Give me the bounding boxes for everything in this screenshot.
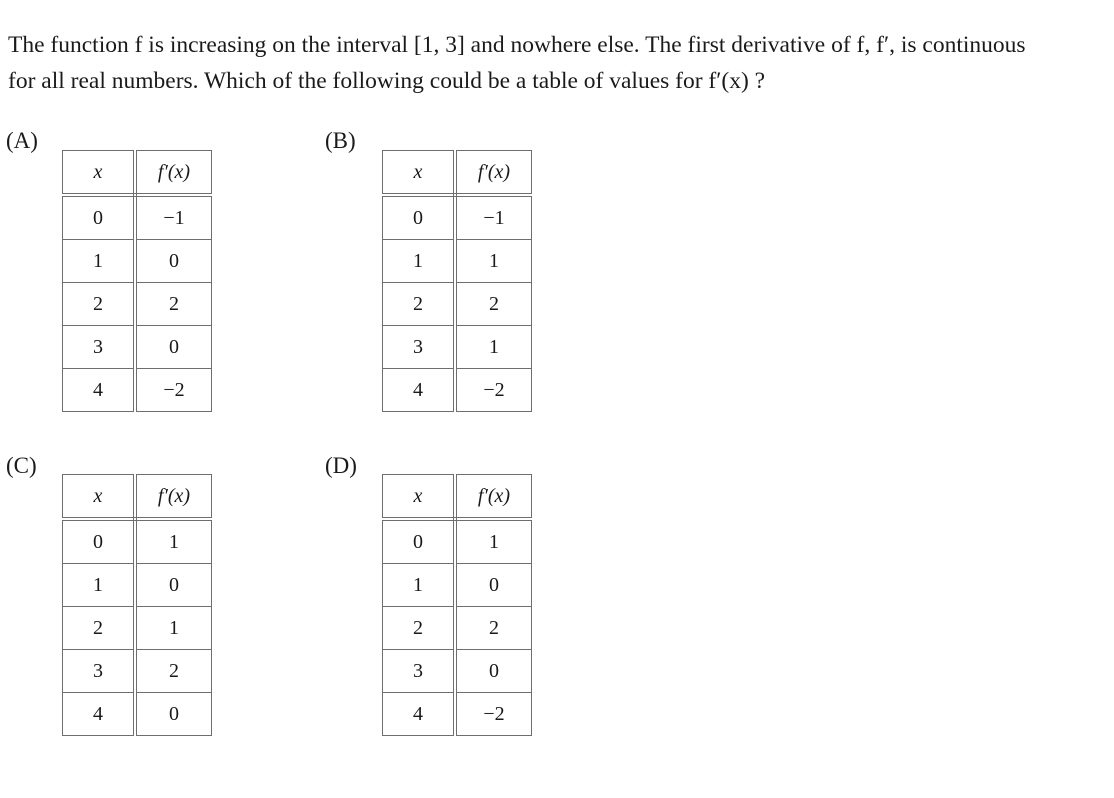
cell-x: 3 xyxy=(383,650,456,693)
choice-a-table xyxy=(62,150,212,412)
cell-fprime: 2 xyxy=(455,283,532,326)
cell-x: 2 xyxy=(383,283,456,326)
cell-x: 2 xyxy=(63,607,136,650)
cell-x: 0 xyxy=(383,519,456,564)
cell-x: 3 xyxy=(383,326,456,369)
header-fprime: f′(x) xyxy=(455,475,532,520)
table-row xyxy=(383,240,532,283)
table-row xyxy=(63,326,212,369)
cell-x: 0 xyxy=(383,195,456,240)
choice-d-label[interactable]: (D) xyxy=(325,453,357,478)
cell-fprime: 1 xyxy=(135,519,212,564)
table-row xyxy=(383,519,532,564)
choice-b-label[interactable]: (B) xyxy=(325,128,356,153)
cell-x: 1 xyxy=(63,564,136,607)
cell-fprime: 0 xyxy=(455,650,532,693)
header-x: x xyxy=(63,475,136,520)
cell-fprime: −2 xyxy=(135,369,212,412)
table-row xyxy=(383,607,532,650)
table-header-row xyxy=(383,475,532,520)
question-text xyxy=(8,27,1108,99)
table-row xyxy=(63,519,212,564)
cell-x: 2 xyxy=(383,607,456,650)
table-header-row xyxy=(63,151,212,196)
cell-x: 4 xyxy=(383,369,456,412)
table-row xyxy=(63,650,212,693)
table-row xyxy=(383,650,532,693)
table-row xyxy=(63,195,212,240)
table-row xyxy=(63,369,212,412)
cell-fprime: −2 xyxy=(455,369,532,412)
cell-fprime: −2 xyxy=(455,693,532,736)
header-fprime: f′(x) xyxy=(135,151,212,196)
table-row xyxy=(63,240,212,283)
cell-x: 4 xyxy=(383,693,456,736)
cell-fprime: 0 xyxy=(135,693,212,736)
cell-x: 1 xyxy=(383,564,456,607)
cell-x: 4 xyxy=(63,693,136,736)
cell-fprime: 0 xyxy=(455,564,532,607)
cell-fprime: 2 xyxy=(455,607,532,650)
choice-b-table xyxy=(382,150,532,412)
cell-fprime: 1 xyxy=(135,607,212,650)
cell-x: 0 xyxy=(63,519,136,564)
table-row xyxy=(383,693,532,736)
cell-fprime: 1 xyxy=(455,519,532,564)
table-row xyxy=(383,283,532,326)
cell-x: 0 xyxy=(63,195,136,240)
cell-fprime: 2 xyxy=(135,283,212,326)
cell-fprime: −1 xyxy=(135,195,212,240)
cell-x: 2 xyxy=(63,283,136,326)
table-row xyxy=(63,607,212,650)
choice-c-table xyxy=(62,474,212,736)
choice-d-table xyxy=(382,474,532,736)
header-fprime: f′(x) xyxy=(135,475,212,520)
table-row xyxy=(383,369,532,412)
question-line-2: for all real numbers. Which of the following could be a table of values for f′(x) ? xyxy=(8,68,766,94)
question-line-1: The function f is increasing on the interval [1, 3] and nowhere else. The first derivative of f, f′, is continuous xyxy=(8,32,1026,58)
table-row xyxy=(383,326,532,369)
cell-x: 3 xyxy=(63,326,136,369)
cell-fprime: −1 xyxy=(455,195,532,240)
cell-fprime: 0 xyxy=(135,240,212,283)
choice-c-label[interactable]: (C) xyxy=(6,453,37,478)
cell-x: 1 xyxy=(63,240,136,283)
cell-fprime: 0 xyxy=(135,326,212,369)
header-x: x xyxy=(63,151,136,196)
table-row xyxy=(383,195,532,240)
header-x: x xyxy=(383,475,456,520)
cell-fprime: 0 xyxy=(135,564,212,607)
cell-fprime: 2 xyxy=(135,650,212,693)
cell-fprime: 1 xyxy=(455,326,532,369)
table-row xyxy=(383,564,532,607)
cell-x: 3 xyxy=(63,650,136,693)
table-row xyxy=(63,283,212,326)
header-x: x xyxy=(383,151,456,196)
cell-x: 1 xyxy=(383,240,456,283)
cell-fprime: 1 xyxy=(455,240,532,283)
table-row xyxy=(63,564,212,607)
table-row xyxy=(63,693,212,736)
choice-a-label[interactable]: (A) xyxy=(6,128,38,153)
cell-x: 4 xyxy=(63,369,136,412)
header-fprime: f′(x) xyxy=(455,151,532,196)
table-header-row xyxy=(383,151,532,196)
table-header-row xyxy=(63,475,212,520)
